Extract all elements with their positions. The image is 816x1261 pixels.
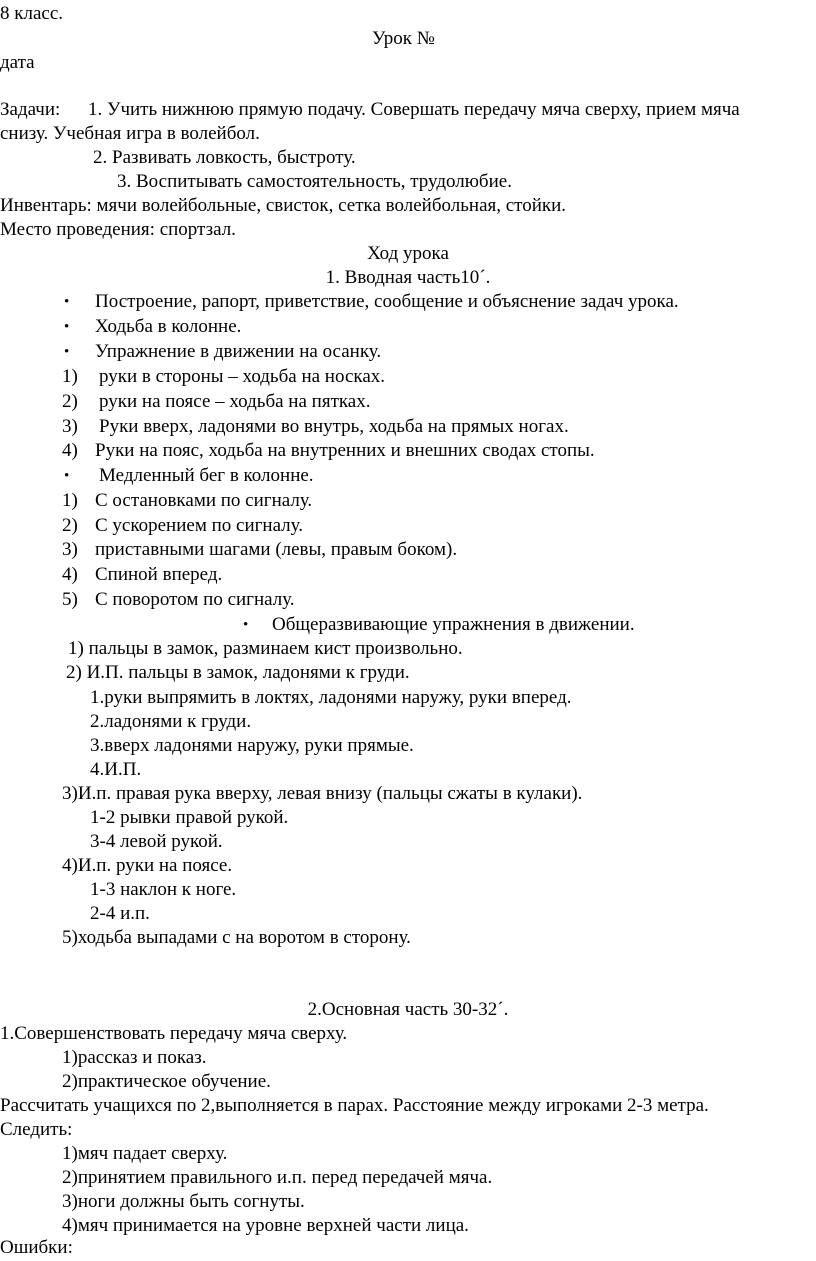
posture-item-number: 4) bbox=[62, 440, 78, 461]
errors-label: Ошибки: bbox=[0, 1237, 73, 1258]
intro-title: 1. Вводная часть10´. bbox=[325, 267, 491, 288]
bullet-icon: • bbox=[64, 294, 70, 310]
run-item-text: С ускорением по сигналу. bbox=[95, 515, 304, 536]
exercise-line: 2-4 и.п. bbox=[90, 903, 150, 924]
grade-label: 8 класс. bbox=[0, 3, 64, 24]
lesson-number-label: Урок № bbox=[372, 28, 435, 49]
run-item-text: Спиной вперед. bbox=[95, 564, 223, 585]
watch-item: 1)мяч падает сверху. bbox=[62, 1143, 228, 1164]
bullet-icon: • bbox=[64, 344, 70, 360]
intro-bullet-4: Медленный бег в колонне. bbox=[99, 465, 314, 486]
count-instruction: Рассчитать учащихся по 2,выполняется в парах. Расстояние между игроками 2-3 метра. bbox=[0, 1095, 709, 1116]
bullet-icon: • bbox=[243, 617, 249, 633]
watch-label: Следить: bbox=[0, 1119, 73, 1140]
main-step: 1)рассказ и показ. bbox=[62, 1047, 207, 1068]
task-1-line-1: 1. Учить нижнюю прямую подачу. Совершать передачу мяча сверху, прием мяча bbox=[88, 99, 740, 120]
posture-item-number: 1) bbox=[62, 366, 78, 387]
posture-item-text: руки на поясе – ходьба на пятках. bbox=[99, 391, 371, 412]
task-1-line-2: снизу. Учебная игра в волейбол. bbox=[0, 123, 260, 144]
run-item-text: С поворотом по сигналу. bbox=[95, 589, 295, 610]
exercise-line: 2) И.П. пальцы в замок, ладонями к груди. bbox=[66, 662, 410, 683]
exercise-line: 1) пальцы в замок, разминаем кист произвольно. bbox=[68, 638, 463, 659]
posture-item-number: 2) bbox=[62, 391, 78, 412]
exercise-line: 1-3 наклон к ноге. bbox=[90, 879, 237, 900]
watch-item: 2)принятием правильного и.п. перед передачей мяча. bbox=[62, 1167, 493, 1188]
bullet-icon: • bbox=[64, 319, 70, 335]
run-item-text: С остановками по сигналу. bbox=[95, 490, 313, 511]
exercise-line: 3.вверх ладонями наружу, руки прямые. bbox=[90, 735, 414, 756]
exercise-line: 3-4 левой рукой. bbox=[90, 831, 223, 852]
run-item-text: приставными шагами (левы, правым боком). bbox=[95, 539, 458, 560]
exercise-line: 4.И.П. bbox=[90, 759, 142, 780]
intro-bullet-1: Построение, рапорт, приветствие, сообщение и объяснение задач урока. bbox=[95, 291, 679, 312]
exercise-line: 3)И.п. правая рука вверху, левая внизу (пальцы сжаты в кулаки). bbox=[62, 783, 583, 804]
exercise-line: 5)ходьба выпадами с на воротом в сторону. bbox=[62, 927, 411, 948]
main-step: 2)практическое обучение. bbox=[62, 1071, 271, 1092]
exercise-line: 1.руки выпрямить в локтях, ладонями наружу, руки вперед. bbox=[90, 687, 572, 708]
exercise-line: 1-2 рывки правой рукой. bbox=[90, 807, 289, 828]
intro-bullet-5: Общеразвивающие упражнения в движении. bbox=[272, 614, 635, 635]
run-item-number: 3) bbox=[62, 539, 78, 560]
place-text: Место проведения: спортзал. bbox=[0, 219, 236, 240]
date-label: дата bbox=[0, 52, 35, 73]
run-item-number: 1) bbox=[62, 490, 78, 511]
posture-item-number: 3) bbox=[62, 416, 78, 437]
tasks-label: Задачи: bbox=[0, 99, 61, 120]
task-2: 2. Развивать ловкость, быстроту. bbox=[93, 147, 356, 168]
main-part-title: 2.Основная часть 30-32´. bbox=[307, 999, 509, 1020]
posture-item-text: Руки вверх, ладонями во внутрь, ходьба на прямых ногах. bbox=[99, 416, 569, 437]
posture-item-text: Руки на пояс, ходьба на внутренних и внешних сводах стопы. bbox=[95, 440, 595, 461]
inventory-text: Инвентарь: мячи волейбольные, свисток, сетка волейбольная, стойки. bbox=[0, 195, 567, 216]
intro-bullet-3: Упражнение в движении на осанку. bbox=[95, 341, 382, 362]
main-goal: 1.Совершенствовать передачу мяча сверху. bbox=[0, 1023, 348, 1044]
watch-item: 4)мяч принимается на уровне верхней части лица. bbox=[62, 1215, 469, 1236]
run-item-number: 4) bbox=[62, 564, 78, 585]
bullet-icon: • bbox=[64, 468, 70, 484]
task-3: 3. Воспитывать самостоятельность, трудолюбие. bbox=[117, 171, 512, 192]
course-title: Ход урока bbox=[367, 243, 449, 264]
run-item-number: 2) bbox=[62, 515, 78, 536]
exercise-line: 2.ладонями к груди. bbox=[90, 711, 252, 732]
posture-item-text: руки в стороны – ходьба на носках. bbox=[99, 366, 386, 387]
exercise-line: 4)И.п. руки на поясе. bbox=[62, 855, 233, 876]
intro-bullet-2: Ходьба в колонне. bbox=[95, 316, 242, 337]
watch-item: 3)ноги должны быть согнуты. bbox=[62, 1191, 305, 1212]
run-item-number: 5) bbox=[62, 589, 78, 610]
